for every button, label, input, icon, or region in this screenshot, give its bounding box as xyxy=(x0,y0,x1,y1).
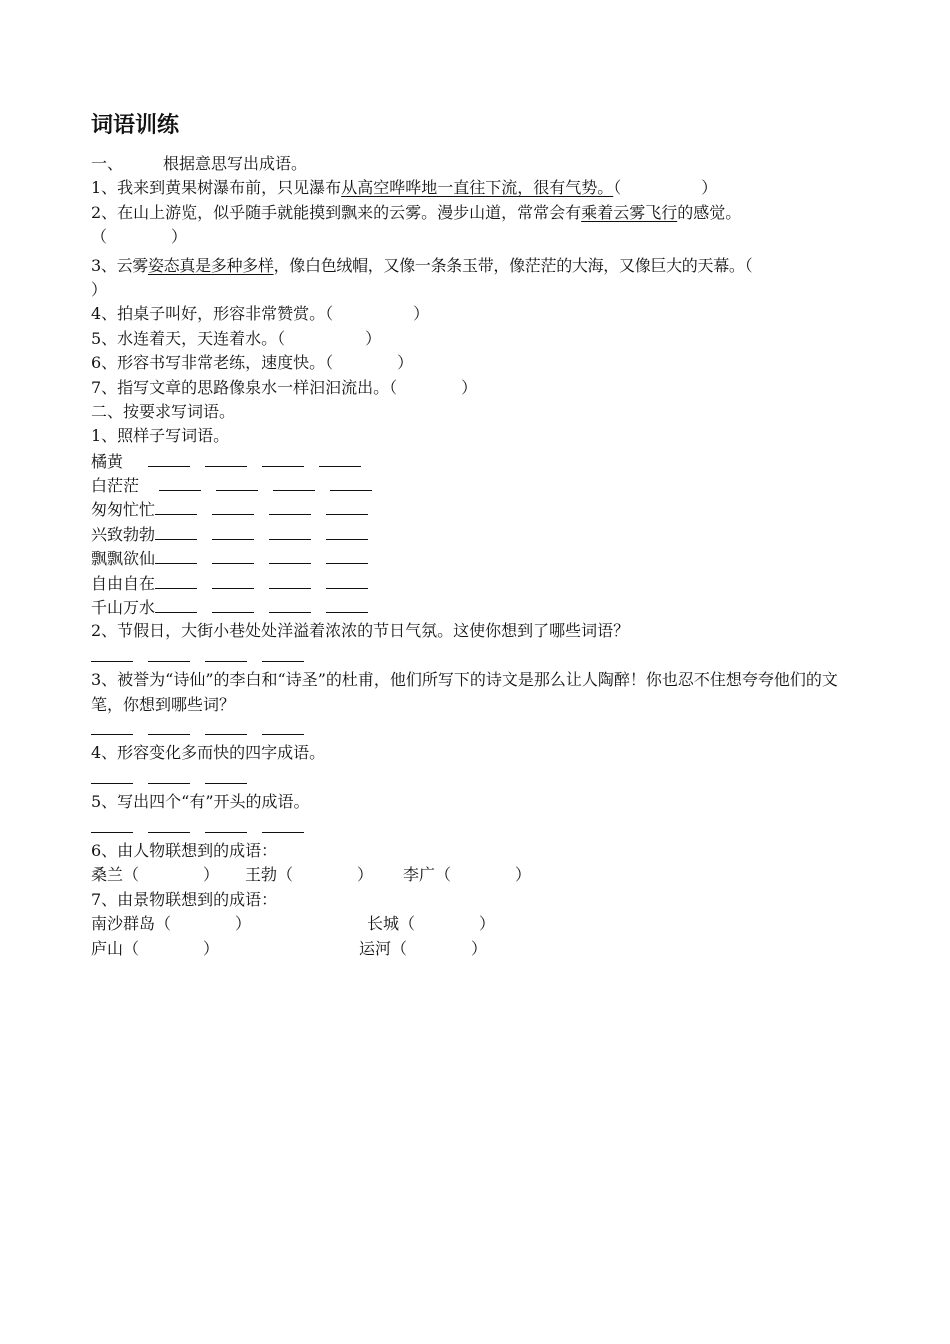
answer-blank[interactable] xyxy=(319,449,361,467)
answer-blank[interactable] xyxy=(205,815,247,833)
answer-blank[interactable] xyxy=(91,766,133,784)
question-1-3 xyxy=(91,254,871,278)
answer-blank[interactable] xyxy=(205,449,247,467)
answer-blank[interactable] xyxy=(91,717,133,735)
answer-blank[interactable] xyxy=(148,449,190,467)
scenery-item[interactable]: 庐山（ ） xyxy=(91,938,220,958)
q1-3-text: 3、云雾 xyxy=(91,255,148,275)
answer-blank[interactable] xyxy=(148,644,190,662)
example-word: 飘飘欲仙 xyxy=(91,549,156,569)
answer-blank[interactable] xyxy=(212,595,254,613)
answer-blank[interactable] xyxy=(326,497,368,515)
answer-blank[interactable] xyxy=(205,766,247,784)
answer-blank[interactable] xyxy=(273,473,315,491)
answer-blank[interactable] xyxy=(212,546,254,564)
question-1-6: 6、形容书写非常老练，速度快。（ ） xyxy=(91,353,414,373)
answer-blank[interactable] xyxy=(205,717,247,735)
answer-blank[interactable] xyxy=(326,571,368,589)
example-row xyxy=(91,473,871,497)
answer-blank[interactable] xyxy=(262,815,304,833)
page-title: 词语训练 xyxy=(91,113,180,138)
example-word: 橘黄 xyxy=(91,451,124,471)
answer-blank[interactable] xyxy=(262,644,304,662)
example-word: 白茫茫 xyxy=(91,476,140,496)
q1-2-underlined: 乘着云雾飞行 xyxy=(581,202,678,222)
section1-heading-text: 根据意思写出成语。 xyxy=(163,154,308,173)
answer-blank[interactable] xyxy=(91,644,133,662)
question-2-4: 4、形容变化多而快的四字成语。 xyxy=(91,743,326,763)
answer-blank[interactable] xyxy=(155,522,197,540)
example-row xyxy=(91,497,871,521)
q1-3-text-end: ，像白色绒帽，又像一条条玉带，像茫茫的大海，又像巨大的天幕。（ xyxy=(273,255,753,275)
answer-blank[interactable] xyxy=(269,522,311,540)
example-word: 匆匆忙忙 xyxy=(91,500,156,520)
question-2-5: 5、写出四个“有”开头的成语。 xyxy=(91,792,310,812)
person-item[interactable]: 王勃（ ） xyxy=(245,865,374,885)
example-row xyxy=(91,449,871,473)
example-row xyxy=(91,571,871,595)
answer-blank[interactable] xyxy=(91,815,133,833)
example-word: 千山万水 xyxy=(91,598,156,618)
answer-blank[interactable] xyxy=(155,497,197,515)
answer-blank[interactable] xyxy=(326,522,368,540)
scenery-item[interactable]: 长城（ ） xyxy=(367,914,496,934)
person-item[interactable]: 李广（ ） xyxy=(403,865,532,885)
section1-heading xyxy=(91,152,871,176)
answer-blank[interactable] xyxy=(326,546,368,564)
answer-blank[interactable] xyxy=(212,522,254,540)
answer-blank[interactable] xyxy=(159,473,201,491)
question-2-7: 7、由景物联想到的成语： xyxy=(91,889,278,909)
question-1-2 xyxy=(91,201,871,225)
q1-2-answer-blank[interactable]: （ ） xyxy=(91,227,188,247)
answer-blank[interactable] xyxy=(269,571,311,589)
person-item[interactable]: 桑兰（ ） xyxy=(91,865,220,885)
q1-2-text-end: 的感觉。 xyxy=(677,202,742,222)
answer-blank[interactable] xyxy=(262,449,304,467)
question-1-4: 4、拍桌子叫好，形容非常赞赏。（ ） xyxy=(91,304,430,324)
example-word: 自由自在 xyxy=(91,573,156,593)
answer-blank[interactable] xyxy=(148,815,190,833)
question-1-1 xyxy=(91,176,871,200)
scenery-idiom-row xyxy=(91,912,871,936)
section1-heading-num: 一、 xyxy=(91,154,124,173)
q1-3-answer-blank-end[interactable]: ） xyxy=(91,279,108,299)
q1-1-answer-blank[interactable]: （ ） xyxy=(613,178,718,198)
example-word: 兴致勃勃 xyxy=(91,524,156,544)
question-2-2: 2、节假日，大街小巷处处洋溢着浓浓的节日气氛。这使你想到了哪些词语？ xyxy=(91,621,630,641)
scenery-item[interactable]: 南沙群岛（ ） xyxy=(91,914,252,934)
worksheet xyxy=(91,108,871,961)
answer-blank[interactable] xyxy=(212,497,254,515)
scenery-item[interactable]: 运河（ ） xyxy=(359,938,488,958)
answer-blank[interactable] xyxy=(148,766,190,784)
example-row xyxy=(91,595,871,619)
answer-blank[interactable] xyxy=(205,644,247,662)
answer-row xyxy=(91,717,871,741)
answer-blank[interactable] xyxy=(155,546,197,564)
answer-blank[interactable] xyxy=(148,717,190,735)
q1-3-underlined: 姿态真是多种多样 xyxy=(147,255,274,275)
answer-blank[interactable] xyxy=(155,571,197,589)
person-idiom-row xyxy=(91,863,871,887)
answer-blank[interactable] xyxy=(269,497,311,515)
question-1-7: 7、指写文章的思路像泉水一样汩汩流出。（ ） xyxy=(91,377,478,397)
section2-heading: 二、按要求写词语。 xyxy=(91,401,236,421)
q1-1-underlined: 从高空哗哗地一直往下流，很有气势。 xyxy=(341,178,614,198)
answer-row xyxy=(91,766,871,790)
question-2-6: 6、由人物联想到的成语： xyxy=(91,840,278,860)
answer-blank[interactable] xyxy=(212,571,254,589)
question-2-1: 1、照样子写词语。 xyxy=(91,426,230,446)
example-row xyxy=(91,546,871,570)
example-row xyxy=(91,522,871,546)
q1-2-text: 2、在山上游览，似乎随手就能摸到飘来的云雾。漫步山道，常常会有 xyxy=(91,202,582,222)
answer-blank[interactable] xyxy=(326,595,368,613)
answer-blank[interactable] xyxy=(269,595,311,613)
answer-row xyxy=(91,815,871,839)
answer-row xyxy=(91,644,871,668)
answer-blank[interactable] xyxy=(216,473,258,491)
answer-blank[interactable] xyxy=(262,717,304,735)
question-2-3: 3、被誉为“诗仙”的李白和“诗圣”的杜甫，他们所写下的诗文是那么让人陶醉！你也忍不住想夸夸他们的文笔，你想到哪些词？ xyxy=(91,670,838,714)
question-1-5: 5、水连着天，天连着水。（ ） xyxy=(91,328,382,348)
answer-blank[interactable] xyxy=(330,473,372,491)
scenery-idiom-row xyxy=(91,937,871,961)
q1-1-text: 1、我来到黄果树瀑布前，只见瀑布 xyxy=(91,178,342,198)
answer-blank[interactable] xyxy=(155,595,197,613)
answer-blank[interactable] xyxy=(269,546,311,564)
